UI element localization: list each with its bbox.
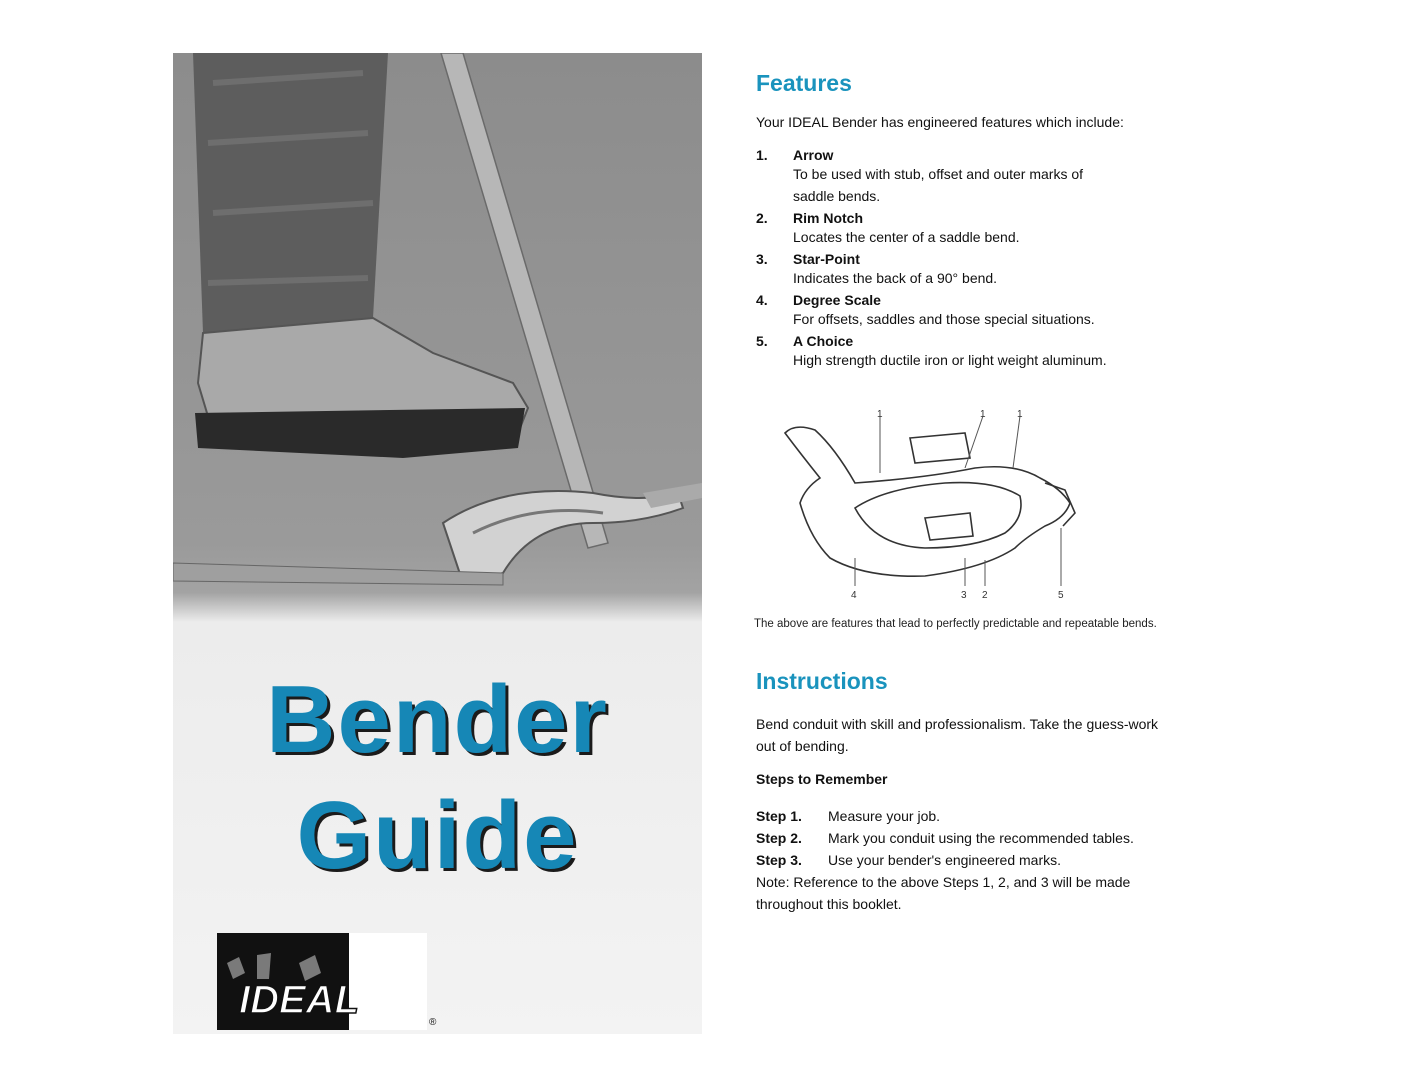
ideal-logo bbox=[217, 933, 437, 1030]
step-label: Step 2. bbox=[756, 830, 802, 846]
feature-number: 1. bbox=[756, 147, 768, 163]
feature-description: Locates the center of a saddle bend. bbox=[793, 229, 1020, 245]
feature-number: 3. bbox=[756, 251, 768, 267]
diagram-label: 3 bbox=[961, 590, 967, 601]
instructions-note: Note: Reference to the above Steps 1, 2, and 3 will be made throughout this booklet. bbox=[756, 874, 1131, 912]
feature-description: High strength ductile iron or light weight aluminum. bbox=[793, 352, 1107, 368]
features-heading: Features bbox=[756, 70, 852, 96]
features-caption: The above are features that lead to perfectly predictable and repeatable bends. bbox=[754, 618, 1157, 630]
steps-heading: Steps to Remember bbox=[756, 771, 888, 787]
step-text: Mark you conduit using the recommended tables. bbox=[828, 830, 1134, 846]
diagram-label: 2 bbox=[982, 590, 988, 601]
feature-item bbox=[756, 210, 1176, 248]
diagram-label: 4 bbox=[851, 590, 857, 601]
feature-item bbox=[756, 292, 1176, 330]
feature-description: For offsets, saddles and those special situations. bbox=[793, 311, 1095, 327]
diagram-label: 1 bbox=[980, 409, 986, 420]
diagram-label: 1 bbox=[877, 409, 883, 420]
feature-description: To be used with stub, offset and outer marks of saddle bends. bbox=[793, 166, 1084, 204]
feature-title: Rim Notch bbox=[793, 210, 863, 226]
feature-title: Degree Scale bbox=[793, 292, 881, 308]
feature-title: Arrow bbox=[793, 147, 834, 163]
step-item bbox=[756, 849, 1176, 871]
ideal-logo-icon bbox=[217, 933, 427, 1030]
cover-title-line2: Guide bbox=[296, 782, 579, 889]
instructions-section bbox=[756, 668, 1176, 915]
features-intro: Your IDEAL Bender has engineered features which include: bbox=[756, 114, 1124, 130]
feature-number: 5. bbox=[756, 333, 768, 349]
step-label: Step 1. bbox=[756, 808, 802, 824]
feature-number: 4. bbox=[756, 292, 768, 308]
feature-title: A Choice bbox=[793, 333, 854, 349]
feature-item bbox=[756, 333, 1176, 371]
logo-text: IDEAL bbox=[239, 978, 359, 1022]
feature-item bbox=[756, 251, 1176, 289]
step-label: Step 3. bbox=[756, 852, 802, 868]
step-item bbox=[756, 805, 1176, 827]
step-text: Measure your job. bbox=[828, 808, 941, 824]
feature-description: Indicates the back of a 90° bend. bbox=[793, 270, 998, 286]
bender-diagram bbox=[775, 408, 1095, 603]
features-section bbox=[756, 70, 1176, 374]
logo-registered-mark: ® bbox=[429, 1017, 437, 1028]
diagram-label: 1 bbox=[1017, 409, 1023, 420]
instructions-lead: Bend conduit with skill and professionalism. Take the guess-work out of bending. bbox=[756, 716, 1159, 754]
step-text: Use your bender's engineered marks. bbox=[828, 852, 1062, 868]
feature-item bbox=[756, 147, 1176, 207]
feature-number: 2. bbox=[756, 210, 768, 226]
cover-panel bbox=[173, 53, 702, 1034]
step-item bbox=[756, 827, 1176, 849]
cover-title-line1: Bender bbox=[266, 666, 609, 773]
features-list bbox=[756, 147, 1176, 371]
diagram-label: 5 bbox=[1058, 590, 1064, 601]
instructions-heading: Instructions bbox=[756, 668, 888, 694]
feature-title: Star-Point bbox=[793, 251, 860, 267]
steps-list bbox=[756, 805, 1176, 871]
cover-photo bbox=[173, 53, 702, 653]
